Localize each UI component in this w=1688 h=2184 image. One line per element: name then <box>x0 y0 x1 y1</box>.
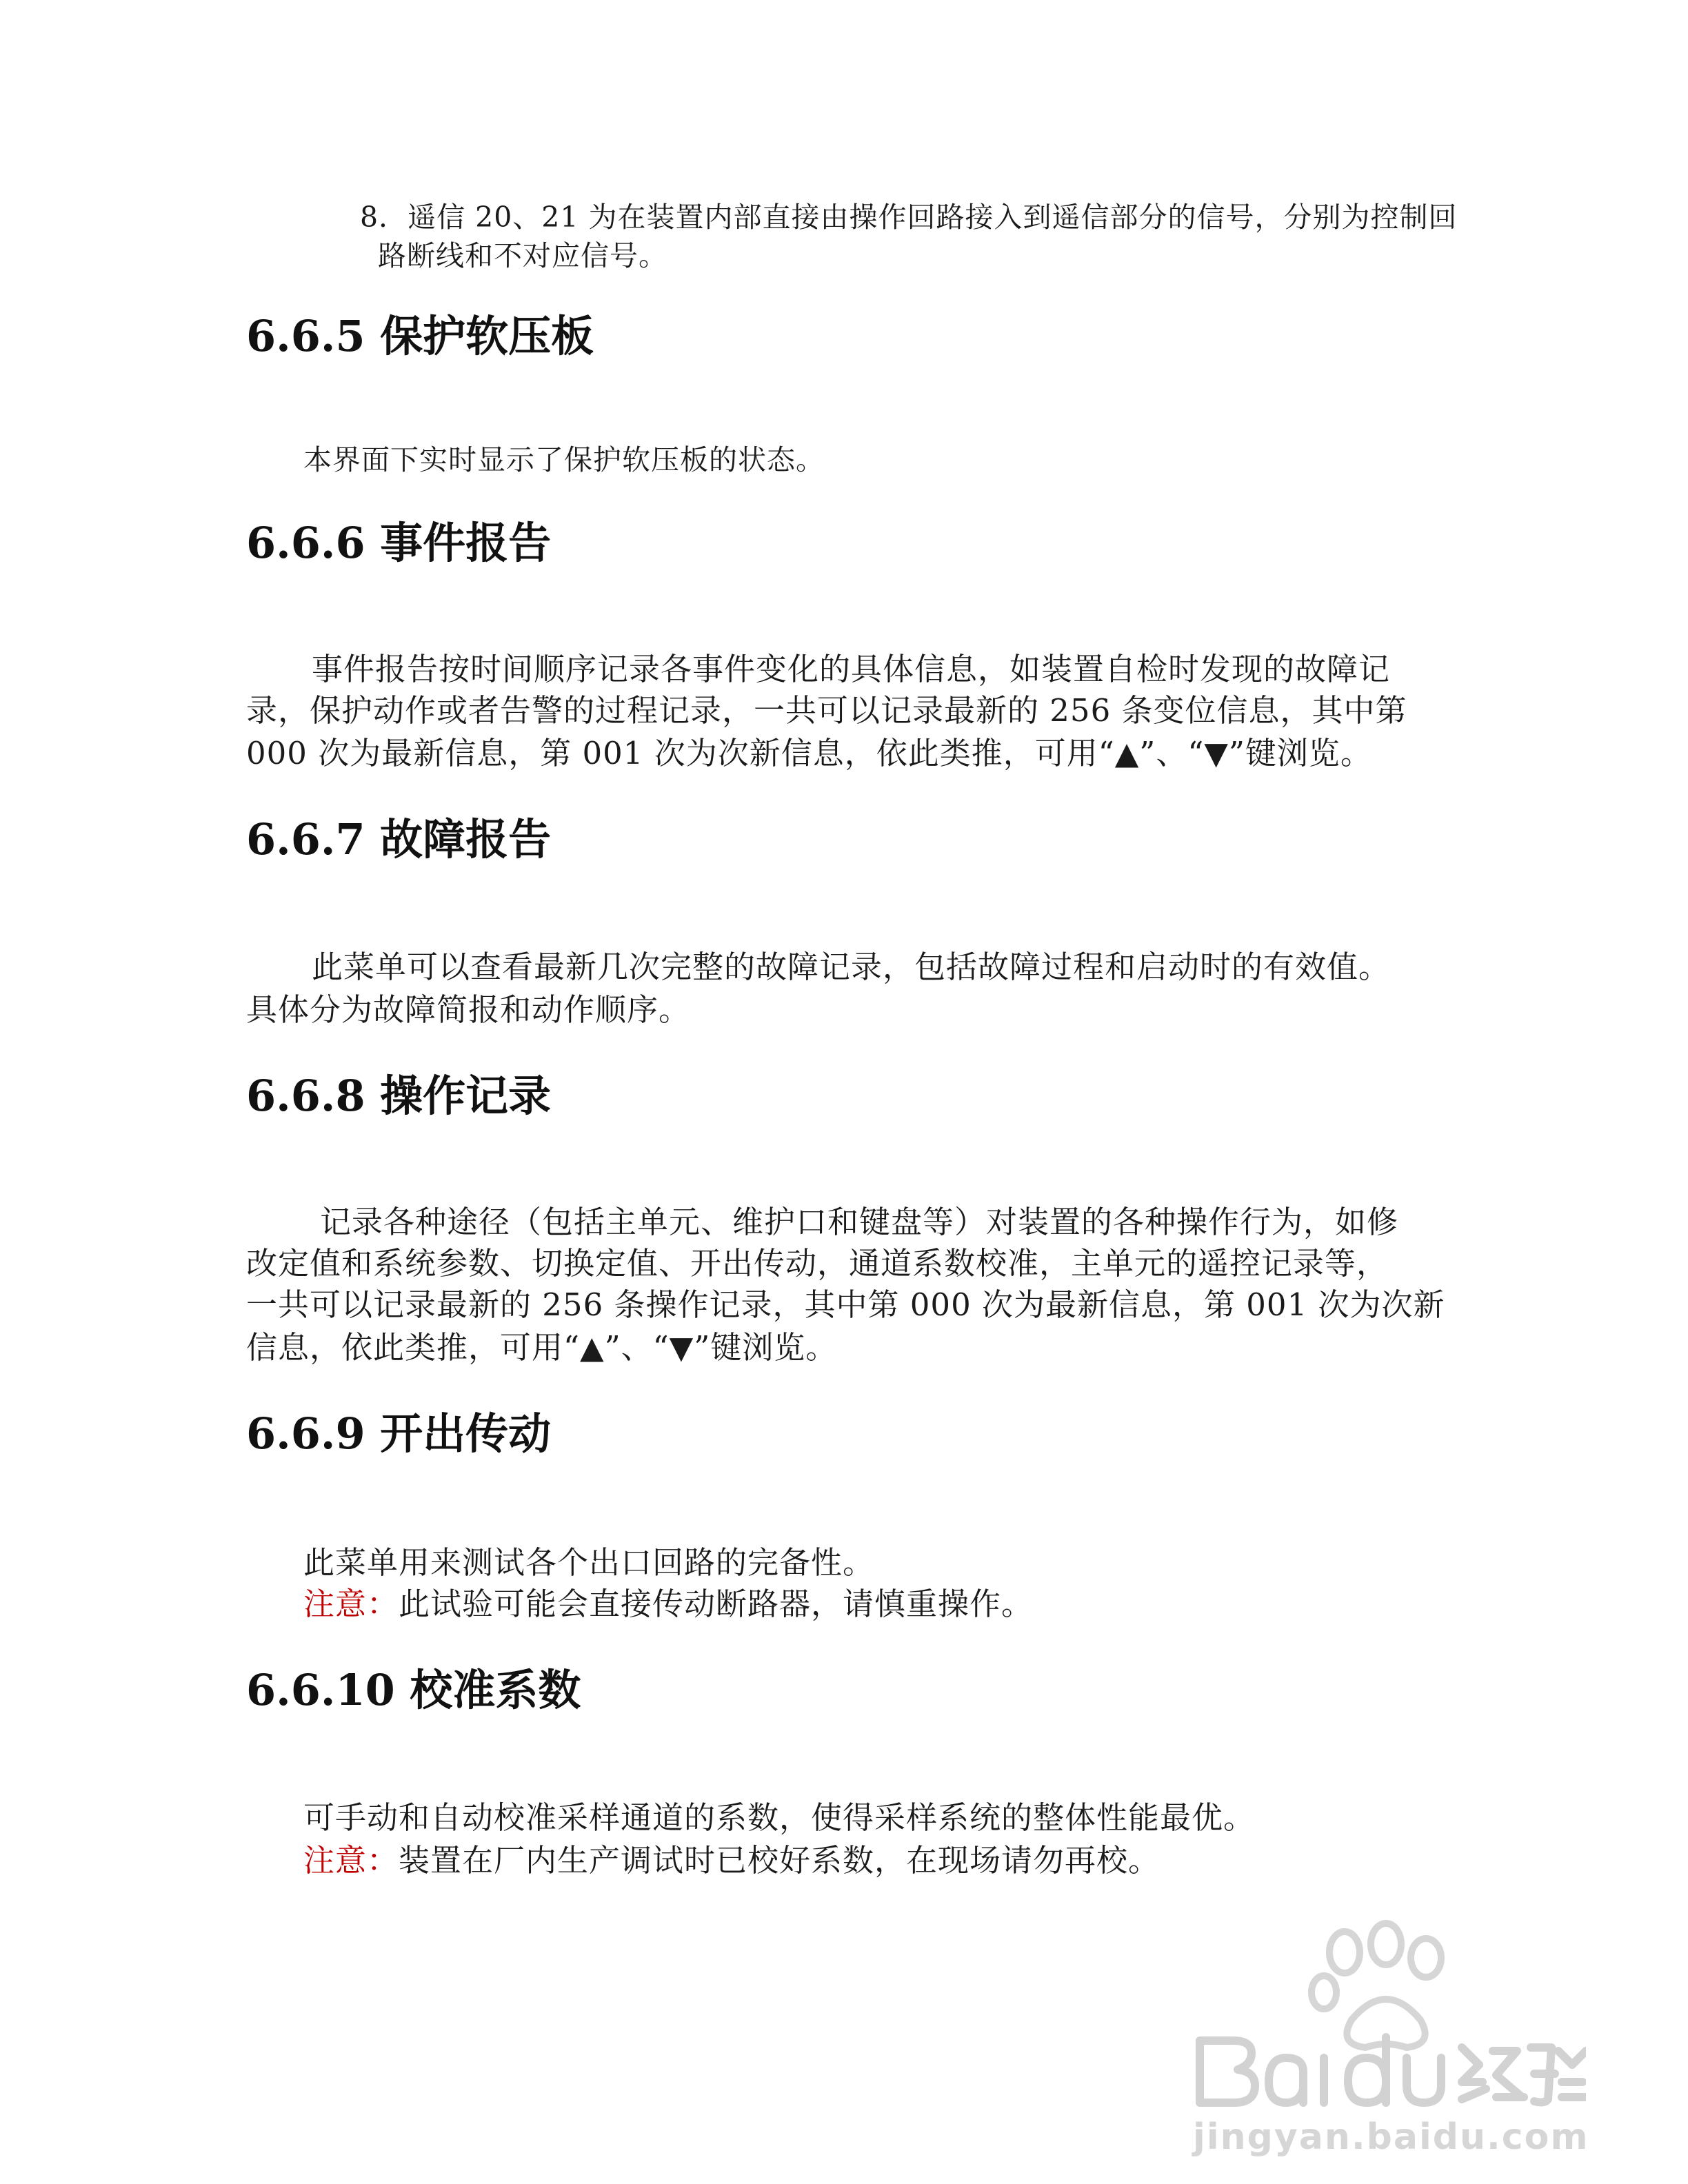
paragraph-line: 本界面下实时显示了保护软压板的状态。 <box>303 443 825 476</box>
paragraph-line: 000 次为最新信息，第 001 次为次新信息，依此类推，可用“▲”、“▼”键浏览。 <box>246 735 1372 771</box>
paragraph-line: 事件报告按时间顺序记录各事件变化的具体信息，如装置自检时发现的故障记 <box>312 651 1391 687</box>
paragraph-line: 录，保护动作或者告警的过程记录，一共可以记录最新的 256 条变位信息，其中第 <box>246 692 1407 729</box>
note-line <box>303 1839 1160 1881</box>
paragraph-line: 此菜单可以查看最新几次完整的故障记录，包括故障过程和启动时的有效值。 <box>312 949 1391 985</box>
section-heading-6-6-6: 6.6.6 事件报告 <box>246 518 552 568</box>
note-text: 此试验可能会直接传动断路器，请慎重操作。 <box>399 1586 1034 1622</box>
list-item-8-line2: 路断线和不对应信号。 <box>378 239 667 272</box>
note-label: 注意： <box>303 1586 399 1622</box>
section-heading-6-6-7: 6.6.7 故障报告 <box>246 814 552 865</box>
note-label: 注意： <box>303 1842 399 1879</box>
baidu-watermark-logo <box>1186 1917 1589 2165</box>
watermark-url: jingyan.baidu.com <box>1193 2116 1589 2158</box>
section-heading-6-6-5: 6.6.5 保护软压板 <box>246 311 594 361</box>
paragraph-line: 可手动和自动校准采样通道的系数，使得采样系统的整体性能最优。 <box>303 1799 1256 1836</box>
section-heading-6-6-10: 6.6.10 校准系数 <box>246 1665 581 1715</box>
paragraph-line: 一共可以记录最新的 256 条操作记录，其中第 000 次为最新信息，第 001 次为次新 <box>246 1286 1445 1323</box>
section-heading-6-6-9: 6.6.9 开出传动 <box>246 1408 552 1459</box>
list-item-8-line1: 8．遥信 20、21 为在装置内部直接由操作回路接入到遥信部分的信号，分别为控制回 <box>360 201 1458 234</box>
paragraph-line: 信息，依此类推，可用“▲”、“▼”键浏览。 <box>246 1329 838 1366</box>
section-heading-6-6-8: 6.6.8 操作记录 <box>246 1071 552 1121</box>
paragraph-line: 记录各种途径（包括主单元、维护口和键盘等）对装置的各种操作行为，如修 <box>320 1204 1399 1240</box>
paragraph-line: 改定值和系统参数、切换定值、开出传动，通道系数校准，主单元的遥控记录等， <box>246 1245 1389 1282</box>
note-text: 装置在厂内生产调试时已校好系数，在现场请勿再校。 <box>399 1842 1160 1879</box>
paragraph-line: 具体分为故障简报和动作顺序。 <box>246 991 691 1028</box>
paragraph-line: 此菜单用来测试各个出口回路的完备性。 <box>303 1544 875 1581</box>
note-line <box>303 1583 1033 1625</box>
